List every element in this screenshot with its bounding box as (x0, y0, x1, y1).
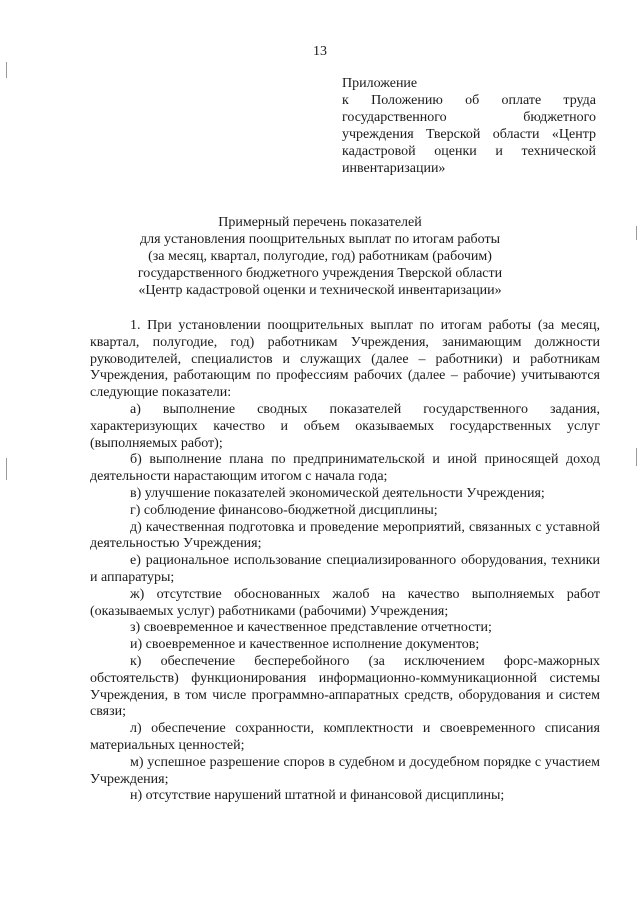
scan-edge-mark (6, 62, 7, 78)
title-line: «Центр кадастровой оценки и технической инвентаризации» (138, 283, 502, 298)
appendix-reference: к Положению об оплате труда государственного бюджетного учреждения Тверской области «Центр кадастровой оценки и технической инвентаризации» (342, 93, 596, 176)
list-item-m: м) успешное разрешение споров в судебном и досудебном порядке с участием Учреждения; (90, 754, 600, 787)
list-item-d: д) качественная подготовка и проведение мероприятий, связанных с уставной деятельностью Учреждения; (90, 519, 600, 552)
document-body (90, 318, 600, 805)
title-line: (за месяц, квартал, полугодие, год) работникам (рабочим) (148, 249, 492, 264)
list-item-v: в) улучшение показателей экономической деятельности Учреждения; (130, 485, 545, 501)
paragraph-intro: 1. При установлении поощрительных выплат по итогам работы (за месяц, квартал, полугодие, год) работникам Учреждения, занимающим должности руководителей, специалистов и служащих (далее – работники) и работникам Учреждения, работающим по профессиям рабочих (далее – рабочие) учитываются следующие показатели: (90, 318, 600, 401)
scan-edge-mark (636, 448, 637, 466)
list-item-k: к) обеспечение бесперебойного (за исключением форс-мажорных обстоятельств) функционирования информационно-коммуникационной системы Учреждения, в том числе программно-аппаратных средств, оборудования и систем связи; (90, 653, 600, 720)
list-item-z: з) своевременное и качественное представление отчетности; (130, 620, 492, 636)
list-item-l: л) обеспечение сохранности, комплектности и своевременного списания материальных ценностей; (90, 721, 600, 753)
title-line: для установления поощрительных выплат по итогам работы (139, 232, 501, 247)
document-title (0, 214, 640, 299)
title-line: Примерный перечень показателей (218, 215, 422, 230)
list-item-a: а) выполнение сводных показателей государственного задания, характеризующих качество и объем оказываемых государственных услуг (выполняемых работ); (90, 401, 600, 451)
scan-edge-mark (6, 458, 7, 480)
appendix-label: Приложение (342, 76, 418, 91)
title-line: государственного бюджетного учреждения Тверской области (137, 266, 503, 281)
page-number: 13 (313, 44, 327, 59)
list-item-g: г) соблюдение финансово-бюджетной дисциплины; (130, 502, 438, 518)
scan-edge-mark (636, 226, 637, 240)
list-item-n: н) отсутствие нарушений штатной и финансовой дисциплины; (130, 788, 505, 804)
appendix-header (342, 75, 596, 177)
list-item-b: б) выполнение плана по предпринимательской и иной приносящей доход деятельности нарастающим итогом с начала года; (90, 452, 600, 485)
list-item-i: и) своевременное и качественное исполнение документов; (130, 637, 480, 653)
list-item-zh: ж) отсутствие обоснованных жалоб на качество выполняемых работ (оказываемых услуг) работниками (рабочими) Учреждения; (90, 586, 600, 619)
list-item-e: е) рациональное использование специализированного оборудования, техники и аппаратуры; (90, 553, 600, 585)
